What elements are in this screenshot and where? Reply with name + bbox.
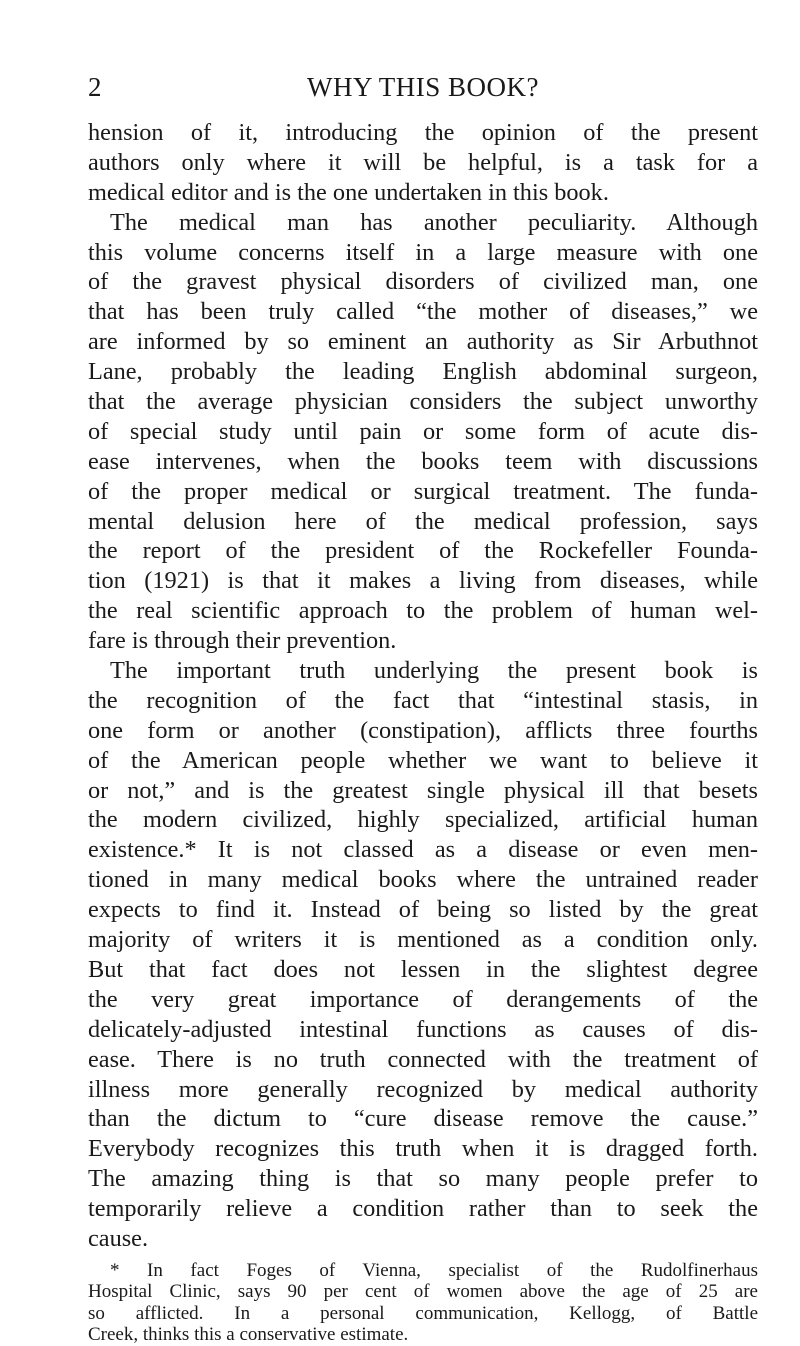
body-line: Lane, probably the leading English abdominal surgeon, [88,358,758,386]
body-line: temporarily relieve a condition rather than to seek the [88,1195,758,1223]
body-line: Everybody recognizes this truth when it is dragged forth. [88,1135,758,1163]
body-line: medical editor and is the one undertaken in this book. [88,178,609,206]
body-line: mental delusion here of the medical profession, says [88,507,758,535]
body-line: expects to find it. Instead of being so listed by the great [88,896,758,924]
body-line: hension of it, introducing the opinion of the present [88,119,758,146]
body-line: of the gravest physical disorders of civilized man, one [88,268,758,296]
body-line: of the American people whether we want to believe it [88,746,758,774]
body-line: one form or another (constipation), afflicts three fourths [88,716,758,744]
footnote-line: so afflicted. In a personal communication, Kellogg, of Battle [88,1302,758,1324]
body-line: the report of the president of the Rockefeller Founda- [88,537,758,565]
body-line: The amazing thing is that so many people prefer to [88,1165,758,1193]
body-line: delicately-adjusted intestinal functions as causes of dis- [88,1015,758,1043]
footnote-line: Hospital Clinic, says 90 per cent of women above the age of 25 are [88,1281,758,1303]
footnote-line: * In fact Foges of Vienna, specialist of the Rudolfinerhaus [110,1259,758,1281]
body-line: the recognition of the fact that “intestinal stasis, in [88,686,758,714]
body-line: existence.* It is not classed as a disease or even men- [88,836,758,864]
body-line: fare is through their prevention. [88,627,397,655]
footnote-line: Creek, thinks this a conservative estimate. [88,1324,409,1346]
body-text [88,118,758,1254]
body-line: than the dictum to “cure disease remove the cause.” [88,1105,758,1133]
body-line: that has been truly called “the mother of diseases,” we [88,298,758,326]
body-line: of special study until pain or some form of acute dis- [88,417,758,445]
body-line: majority of writers it is mentioned as a condition only. [88,926,758,954]
page-number: 2 [88,72,102,102]
body-line: or not,” and is the greatest single physical ill that besets [88,776,758,804]
body-line: illness more generally recognized by medical authority [88,1075,758,1103]
book-page [88,72,758,1346]
body-line: this volume concerns itself in a large measure with one [88,238,758,266]
body-line: The important truth underlying the present book is [110,657,758,685]
body-line: But that fact does not lessen in the slightest degree [88,955,758,983]
body-line: that the average physician considers the subject unworthy [88,388,758,416]
running-head [88,72,758,112]
body-line: cause. [88,1224,149,1252]
body-line: the modern civilized, highly specialized, artificial human [88,806,758,834]
body-line: The medical man has another peculiarity. Although [110,208,758,236]
running-head-title: WHY THIS BOOK? [307,72,539,102]
footnote [88,1260,758,1346]
body-line: ease intervenes, when the books teem with discussions [88,447,758,475]
body-line: ease. There is no truth connected with the treatment of [88,1045,758,1073]
body-line: tioned in many medical books where the untrained reader [88,866,758,894]
body-line: of the proper medical or surgical treatment. The funda- [88,477,758,505]
body-line: are informed by so eminent an authority as Sir Arbuthnot [88,328,758,356]
body-line: tion (1921) is that it makes a living from diseases, while [88,567,758,595]
body-line: authors only where it will be helpful, is a task for a [88,148,758,176]
body-line: the real scientific approach to the problem of human wel- [88,597,758,625]
body-line: the very great importance of derangements of the [88,985,758,1013]
